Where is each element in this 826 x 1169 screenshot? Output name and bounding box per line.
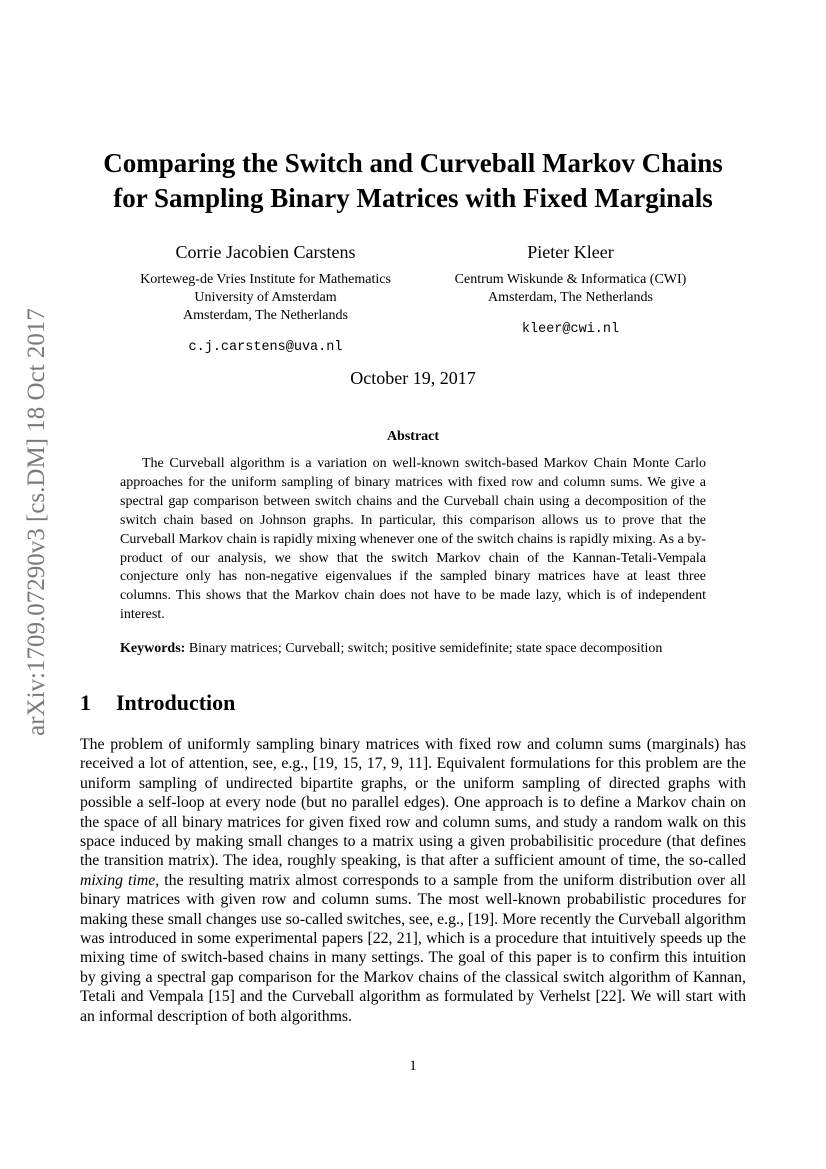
paragraph [80, 735, 746, 1026]
author-name: Corrie Jacobien Carstens [175, 242, 356, 262]
affiliation-line: University of Amsterdam [194, 290, 337, 305]
author-affiliation [440, 271, 701, 307]
section-number: 1 [80, 690, 91, 715]
affiliation-line: Amsterdam, The Netherlands [183, 308, 348, 323]
keywords [120, 640, 720, 658]
abstract-heading: Abstract [386, 429, 440, 444]
affiliation-line: Korteweg-de Vries Institute for Mathematics [140, 272, 391, 287]
abstract-body [120, 455, 706, 625]
affiliation-line: Amsterdam, The Netherlands [488, 290, 653, 305]
arxiv-sidebar-stamp [19, 308, 55, 736]
arxiv-identifier: arXiv:1709.07290v3 [cs.DM] 18 Oct 2017 [23, 308, 50, 736]
keywords-label: Keywords: [120, 641, 186, 656]
abstract-text: The Curveball algorithm is a variation on well-known switch-based Markov Chain Monte Carlo approaches for the uniform sampling of binary matrices with fixed row and column sums. We give a spectral gap comparison between switch chains and the Curveball chain using a decomposition of the switch chain based on Johnson graphs. In particular, this comparison allows us to prove that the Curveball Markov chain is rapidly mixing whenever one of the switch chains is rapidly mixing. As a by-product of our analysis, we show that the switch Markov chain of the Kannan-Tetali-Vempala conjecture only has non-negative eigenvalues if the sampled binary matrices have at least three columns. This shows that the Markov chain does not have to be made lazy, which is of independent interest. [120, 456, 706, 623]
title-line-2: for Sampling Binary Matrices with Fixed Marginals [113, 183, 713, 213]
author-email: kleer@cwi.nl [521, 322, 620, 337]
paragraph-text: , the resulting matrix almost corresponds to a sample from the uniform distribution over all binary matrices with given row and column sums. The most well-known probabilistic procedures for making these small changes use so-called switches, see, e.g., [19]. More recently the Curveball algorithm was introduced in some experimental papers [22, 21], which is a procedure that intuitively speeds up the mixing time of switch-based chains in many settings. The goal of this paper is to confirm this intuition by giving a spectral gap comparison for the Markov chains of the classical switch algorithm of Kannan, Tetali and Vempala [15] and the Curveball algorithm as formulated by Verhelst [22]. We will start with an informal description of both algorithms. [80, 871, 747, 1025]
author-email: c.j.carstens@uva.nl [188, 340, 343, 355]
author-block-1 [125, 241, 406, 357]
keywords-text: Binary matrices; Curveball; switch; positive semidefinite; state space decomposition [188, 641, 663, 656]
paragraph-text: The problem of uniformly sampling binary matrices with fixed row and column sums (marginals) has received a lot of attention, see, e.g., [19, 15, 17, 9, 11]. Equivalent formulations for this problem are the uniform sampling of undirected bipartite graphs, or the uniform sampling of directed graphs with possible a self-loop at every node (but no parallel edges). One approach is to define a Markov chain on the space of all binary matrices for given fixed row and column sums, and study a random walk on this space induced by making small changes to a matrix using a given probabilisitic procedure (that defines the transition matrix). The idea, roughly speaking, is that after a sufficient amount of time, the so-called [80, 736, 746, 870]
section-title: Introduction [116, 690, 236, 715]
title-line-1: Comparing the Switch and Curveball Markov Chains [103, 148, 723, 178]
section-body [80, 735, 746, 1026]
author-affiliation [125, 271, 406, 325]
paper-title [0, 146, 826, 216]
section-heading [80, 689, 235, 717]
page-number: 1 [409, 1058, 417, 1074]
author-block-2 [440, 241, 701, 339]
emphasis-term: mixing time [80, 871, 156, 889]
author-name: Pieter Kleer [527, 242, 614, 262]
paper-date: October 19, 2017 [350, 368, 476, 388]
affiliation-line: Centrum Wiskunde & Informatica (CWI) [454, 272, 687, 287]
